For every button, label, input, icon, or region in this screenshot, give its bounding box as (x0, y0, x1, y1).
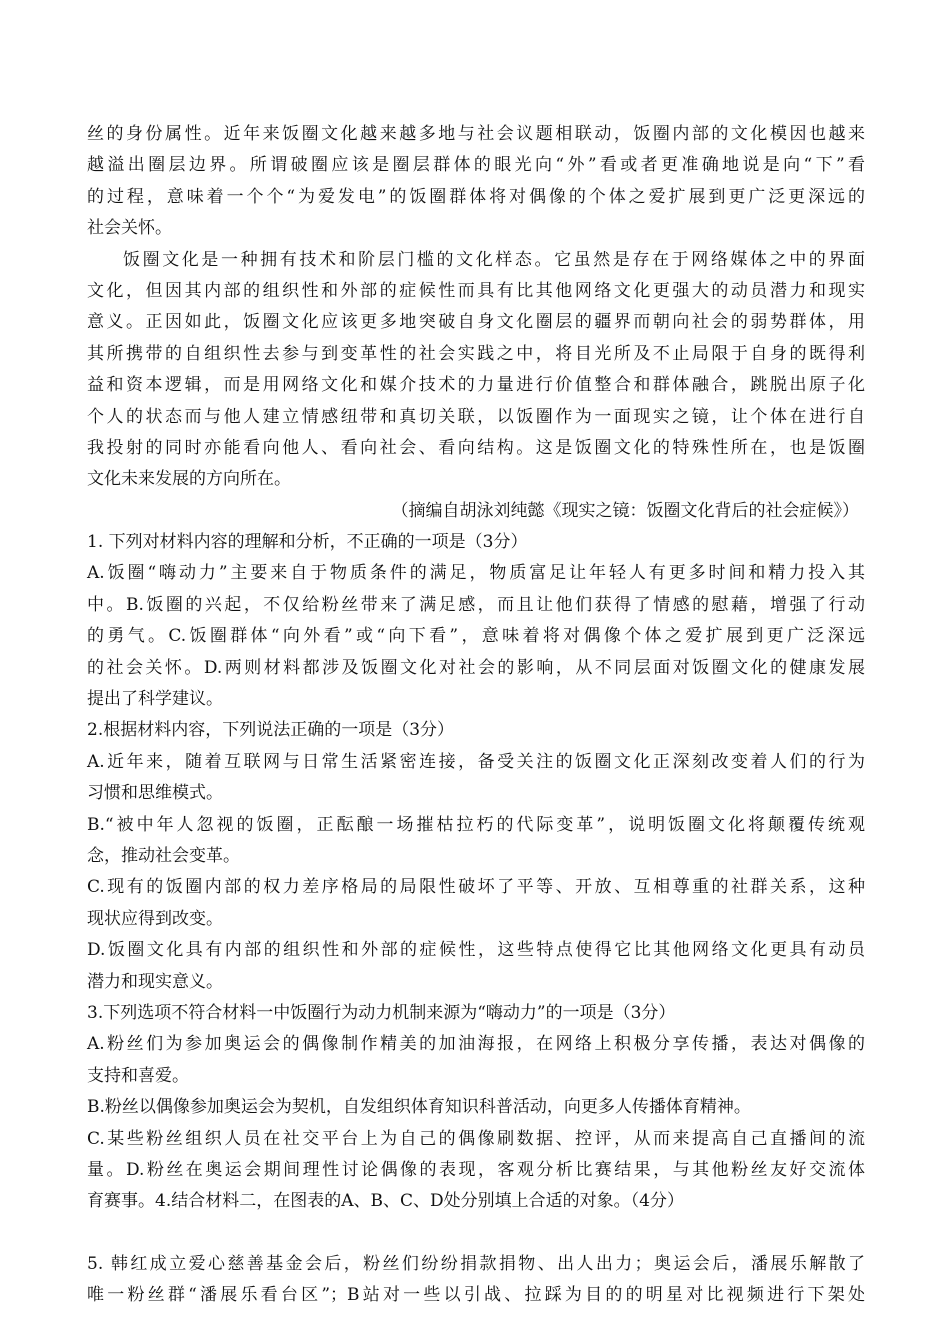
text-line: 个人的状态而与他人建立情感纽带和真切关联，以饭圈作为一面现实之镜，让个体在进行自 (87, 406, 865, 427)
text-line: 其所携带的自组织性去参与到变革性的社会实践之中，将目光所及不止局限于自身的既得利 (87, 343, 865, 364)
question-3 (87, 998, 865, 1218)
question-stem: 5. 韩红成立爱心慈善基金会后，粉丝们纷纷捐款捐物、出人出力；奥运会后，潘展乐解散了 (87, 1253, 865, 1274)
text-line: 量。D.粉丝在奥运会期间理性讨论偶像的表现，客观分析比赛结果，与其他粉丝友好交流体 (87, 1159, 865, 1180)
option-a-cont: 习惯和思维模式。 (87, 783, 223, 804)
text-line: 社会关怀。 (87, 218, 172, 239)
option-a: A.近年来，随着互联网与日常生活紧密连接，备受关注的饭圈文化正深刻改变着人们的行为 (87, 751, 865, 772)
passage-paragraph-1 (87, 119, 865, 245)
text-line: 文化，但因其内部的组织性和外部的症候性而具有比其他网络文化更强大的动员潜力和现实 (87, 280, 865, 301)
option-a: A.粉丝们为参加奥运会的偶像制作精美的加油海报，在网络上积极分享传播，表达对偶像的 (87, 1034, 865, 1055)
text-line: 我投射的同时亦能看向他人、看向社会、看向结构。这是饭圈文化的特殊性所在，也是饭圈 (87, 437, 865, 458)
source-citation: （摘编自胡泳刘纯懿《现实之镜：饭圈文化背后的社会症候》） (391, 500, 859, 521)
option-c: C.某些粉丝组织人员在社交平台上为自己的偶像刷数据、控评，从而来提高自己直播间的流 (87, 1128, 865, 1149)
option-b-cont: 念，推动社会变革。 (87, 845, 240, 866)
option-b: B.粉丝以偶像参加奥运会为契机，自发组织体育知识科普活动，向更多人传播体育精神。 (87, 1097, 751, 1118)
passage-paragraph-2 (87, 245, 865, 496)
option-d-cont: 潜力和现实意义。 (87, 971, 223, 992)
text-line: 越溢出圈层边界。所谓破圈应该是圈层群体的眼光向“外”看或者更准确地说是向“下”看 (87, 155, 865, 176)
option-c: C.现有的饭圈内部的权力差序格局的局限性破坏了平等、开放、互相尊重的社群关系，这种 (87, 877, 865, 898)
text-line: 丝的身份属性。近年来饭圈文化越来越多地与社会议题相联动，饭圈内部的文化模因也越来 (87, 124, 865, 144)
option-b: B.“被中年人忽视的饭圈，正酝酿一场摧枯拉朽的代际变革”，说明饭圈文化将颠覆传统观 (87, 814, 865, 835)
text-line: 文化未来发展的方向所在。 (87, 469, 291, 490)
question-2 (87, 715, 865, 998)
option-c-cont: 现状应得到改变。 (87, 908, 223, 929)
question-stem: 1. 下列对材料内容的理解和分析，不正确的一项是（3分） (87, 532, 528, 553)
question-stem: 2.根据材料内容，下列说法正确的一项是（3分） (87, 720, 455, 741)
text-line: A.饭圈“嗨动力”主要来自于物质条件的满足，物质富足让年轻人有更多时间和精力投入其 (87, 563, 865, 584)
text-line: 育赛事。4.结合材料二，在图表的A、B、C、D处分别填上合适的对象。（4分） (87, 1191, 684, 1212)
text-line: 益和资本逻辑，而是用网络文化和媒介技术的力量进行价值整合和群体融合，跳脱出原子化 (87, 375, 865, 396)
text-line: 饭圈文化是一种拥有技术和阶层门槛的文化样态。它虽然是存在于网络媒体之中的界面 (123, 249, 865, 270)
text-line: 中。B.饭圈的兴起，不仅给粉丝带来了满足感，而且让他们获得了情感的慰藉，增强了行动 (87, 594, 865, 615)
option-d: D.饭圈文化具有内部的组织性和外部的症候性，这些特点使得它比其他网络文化更具有动员 (87, 940, 865, 961)
question-stem: 3.下列选项不符合材料一中饭圈行为动力机制来源为“嗨动力”的一项是（3分） (87, 1002, 676, 1023)
document-page (87, 119, 865, 1311)
text-line: 意义。正因如此，饭圈文化应该更多地突破自身文化圈层的疆界而朝向社会的弱势群体，用 (87, 312, 865, 333)
text-line: 的过程，意味着一个个“为爱发电”的饭圈群体将对偶像的个体之爱扩展到更广泛更深远的 (87, 186, 865, 207)
text-line: 提出了科学建议。 (87, 689, 223, 710)
text-line: 的社会关怀。D.两则材料都涉及饭圈文化对社会的影响，从不同层面对饭圈文化的健康发展 (87, 657, 865, 678)
question-5 (87, 1249, 865, 1312)
blank-gap (87, 1218, 865, 1249)
text-line: 的勇气。C.饭圈群体“向外看”或“向下看”，意味着将对偶像个体之爱扩展到更广泛深远 (87, 626, 865, 647)
option-a-cont: 支持和喜爱。 (87, 1065, 189, 1086)
text-line: 唯一粉丝群“潘展乐看台区”；B站对一些以引战、拉踩为目的的明星对比视频进行下架处 (87, 1285, 865, 1306)
question-1 (87, 527, 865, 715)
